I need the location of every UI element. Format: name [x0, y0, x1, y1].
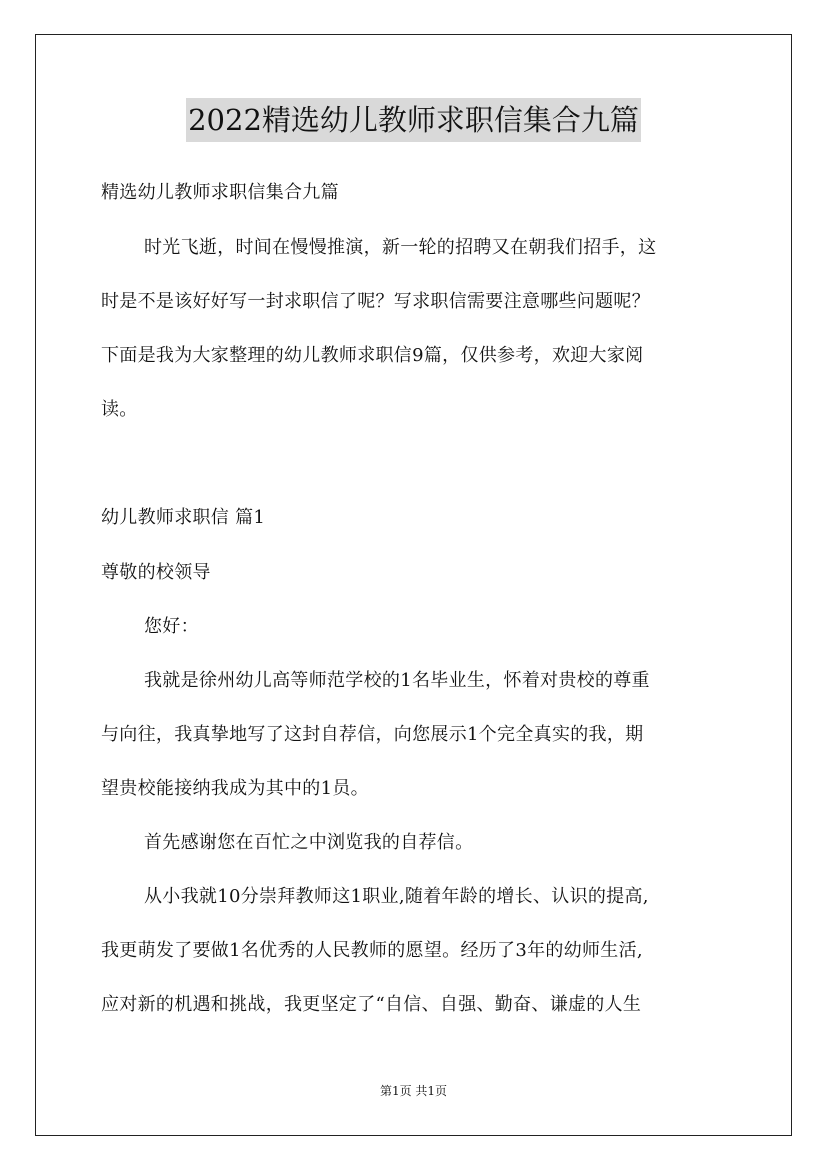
paragraph3-line-2: 我更萌发了要做1名优秀的人民教师的愿望。经历了3年的幼师生活, [101, 940, 643, 961]
intro-line-3: 下面是我为大家整理的幼儿教师求职信9篇，仅供参考，欢迎大家阅 [101, 345, 644, 366]
greeting: 您好： [144, 616, 199, 637]
paragraph1-line-2: 与向往，我真挚地写了这封自荐信，向您展示1个完全真实的我，期 [101, 724, 644, 745]
salutation: 尊敬的校领导 [101, 562, 211, 583]
paragraph2-line-1: 首先感谢您在百忙之中浏览我的自荐信。 [144, 832, 474, 853]
intro-line-2: 时是不是该好好写一封求职信了呢？写求职信需要注意哪些问题呢？ [101, 291, 650, 312]
intro-line-1: 时光飞逝，时间在慢慢推演，新一轮的招聘又在朝我们招手，这 [144, 237, 657, 258]
document-subtitle: 精选幼儿教师求职信集合九篇 [101, 182, 339, 203]
paragraph3-line-1: 从小我就10分崇拜教师这1职业,随着年龄的增长、认识的提高, [144, 886, 649, 907]
paragraph1-line-3: 望贵校能接纳我成为其中的1员。 [101, 778, 369, 799]
section-heading: 幼儿教师求职信 篇1 [101, 507, 266, 528]
paragraph1-line-1: 我就是徐州幼儿高等师范学校的1名毕业生，怀着对贵校的尊重 [144, 670, 650, 691]
document-title: 2022精选幼儿教师求职信集合九篇 [186, 98, 641, 142]
page-footer: 第1页 共1页 [379, 1084, 448, 1098]
intro-line-4: 读。 [101, 399, 138, 420]
paragraph3-line-3: 应对新的机遇和挑战，我更坚定了“自信、自强、勤奋、谦虚的人生 [101, 994, 642, 1015]
title-container [0, 98, 827, 142]
